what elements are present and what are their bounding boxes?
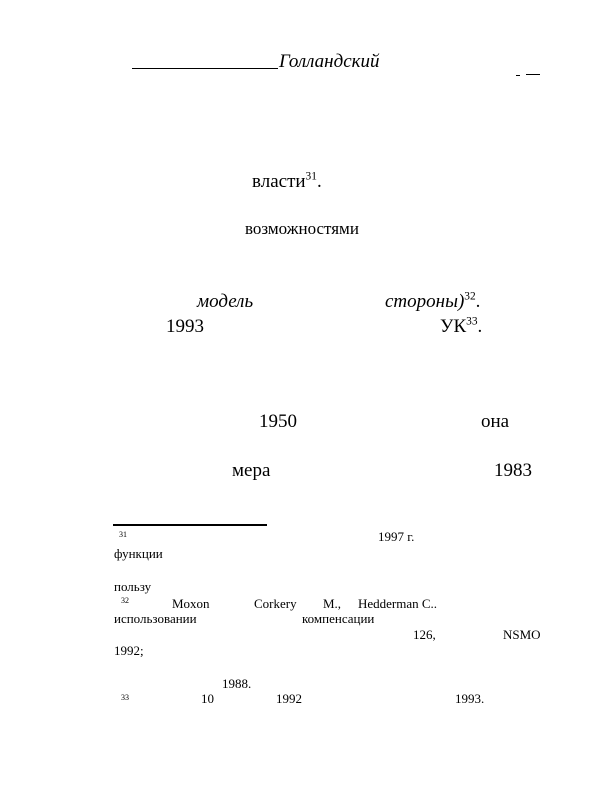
body-word: возможностями — [245, 219, 359, 238]
footnote-text: 1992; — [114, 643, 144, 658]
body-year: 1950 — [259, 411, 297, 432]
footnote-text: 1988. — [222, 676, 252, 691]
footnote-ref: 31 — [305, 170, 317, 183]
footnote-ref: 33 — [466, 315, 478, 328]
footnote-text: функции — [114, 546, 163, 561]
body-word: УК$^{33}$. — [440, 315, 483, 337]
footnote-text: Moxon — [172, 596, 210, 611]
footnote-text: Hedderman C.. — [358, 596, 438, 611]
body-word: стороны)$^{32}$. — [385, 290, 481, 312]
footnote-separator — [113, 524, 267, 526]
footnote-text: пользу — [114, 579, 152, 594]
footnote-text: Corkery — [254, 596, 297, 611]
footnote-text: использовании — [114, 611, 197, 626]
footnote-ref: 32 — [464, 290, 476, 303]
header-title: Голландский — [279, 51, 380, 72]
body-word: мера — [232, 460, 271, 481]
footnote-number: 31 — [119, 530, 127, 539]
body-word: она — [481, 411, 510, 432]
footnote-number: 33 — [121, 693, 129, 702]
footnote-text: M., — [323, 596, 342, 611]
header-mark — [526, 74, 540, 75]
footnote-text: 1992 — [276, 691, 302, 706]
header-underline — [132, 68, 278, 69]
body-word: модель — [197, 291, 254, 312]
footnote-number: 32 — [121, 596, 129, 605]
footnote-text: NSMO — [503, 627, 541, 642]
header-mark — [516, 75, 520, 76]
footnote-text: компенсации — [302, 611, 375, 626]
body-word: власти$^{31}$. — [252, 170, 322, 192]
footnote-text: 1997 г. — [378, 529, 415, 544]
footnote-text: 1993. — [455, 691, 485, 706]
footnote-text: 126, — [413, 627, 436, 642]
body-year: 1983 — [494, 460, 532, 481]
footnote-text: 10 — [201, 691, 214, 706]
body-year: 1993 — [166, 316, 204, 337]
